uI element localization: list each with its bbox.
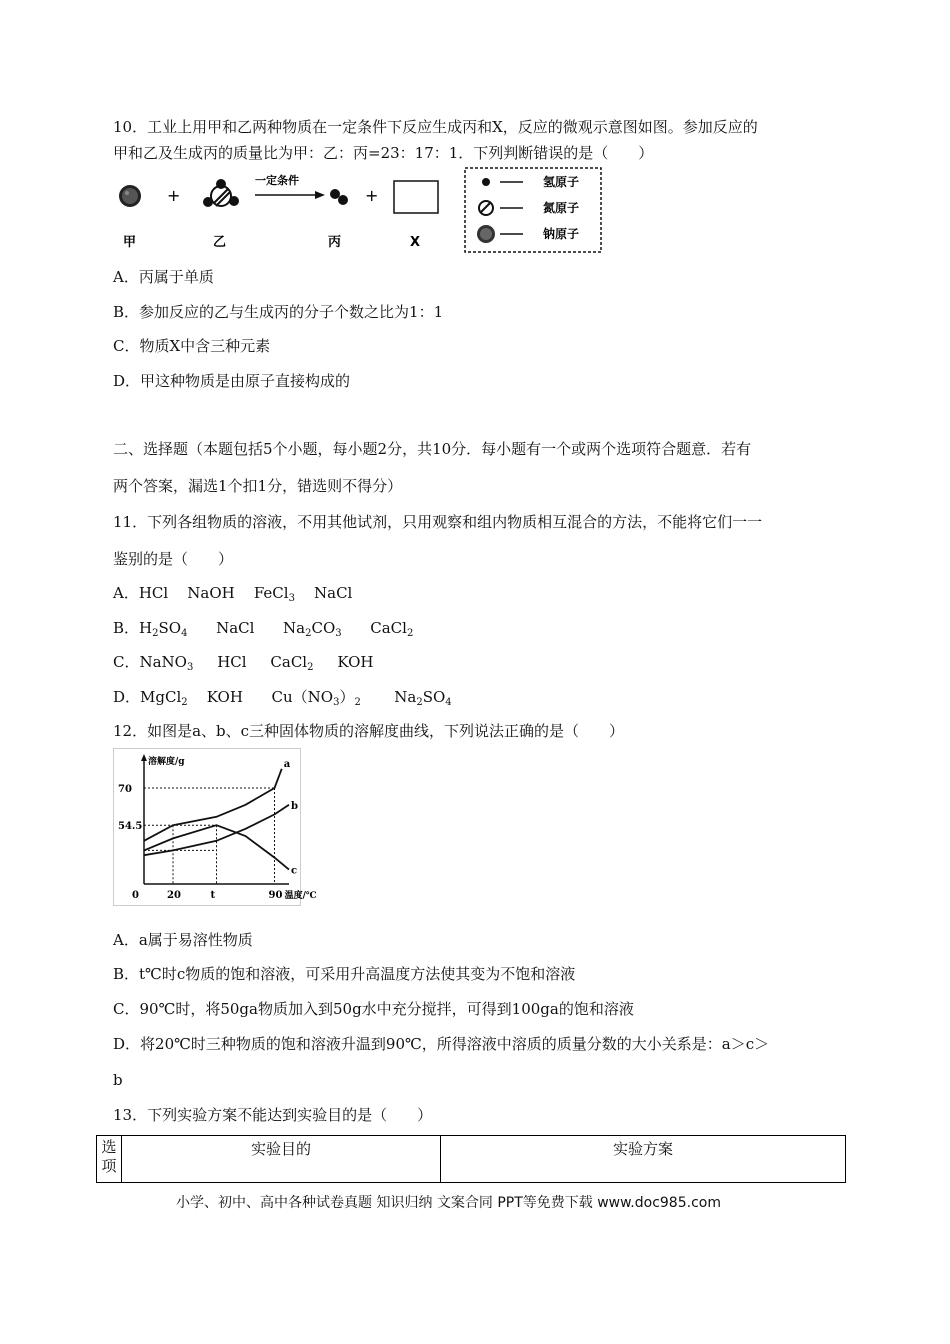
section2-line2: 两个答案，漏选1个扣1分，错选则不得分） [113,477,403,495]
q13-stem: 13．下列实验方案不能达到实验目的是（ ） [113,1106,433,1124]
q11-option-b: B．$H_2SO_4$ NaCl $Na_2CO_3$ CaCl$_2$ [113,619,414,639]
q12-stem: 12．如图是a、b、c三种固体物质的溶解度曲线，下列说法正确的是（ ） [113,722,625,740]
solubility-chart [113,748,317,906]
header-option: 选项 [97,1136,122,1183]
ammonia-molecule-icon [203,179,239,207]
header-purpose: 实验目的 [122,1136,441,1183]
x-tick-label: 0 [132,890,139,901]
y-axis-arrow-icon [141,754,147,761]
sodium-molecule-icon [119,185,141,207]
label-yi: 乙 [213,235,227,250]
label-bing: 丙 [328,235,342,250]
x-tick-label: 20 [167,890,181,901]
q10-stem-line1: 10．工业上用甲和乙两种物质在一定条件下反应生成丙和X，反应的微观示意图如图。参加反应的 [113,118,758,136]
x-tick-label: 90 [268,890,283,901]
q10-option-b: B．参加反应的乙与生成丙的分子个数之比为1：1 [113,303,444,321]
q12-option-a: A．a属于易溶性物质 [113,931,253,949]
series-line-a [144,769,282,841]
header-plan: 实验方案 [441,1136,846,1183]
y-tick-label: 70 [118,784,132,795]
q10-option-c: C．物质X中含三种元素 [113,337,271,355]
table-header-row [97,1136,846,1183]
q11-option-a: A．HCl NaOH FeCl$_3$ NaCl [113,584,353,604]
q13-table [96,1135,846,1183]
q11-stem-line1: 11．下列各组物质的溶液，不用其他试剂，只用观察和组内物质相互混合的方法，不能将它们一一 [113,513,763,531]
y-axis-label: 溶解度/g [148,757,185,767]
label-jia: 甲 [123,235,137,250]
x-tick-label: t [210,890,216,901]
q11-stem-line2: 鉴别的是（ ） [113,550,234,568]
q11-option-d: D．MgCl$_2$ KOH $Cu(NO_3)_2$ $Na_2SO_4$ [113,688,452,708]
page-footer: 小学、初中、高中各种试卷真题 知识归纳 文案合同 PPT等免费下载 www.doc985.com [176,1195,721,1211]
reaction-diagram [113,166,603,258]
x-axis-label: 温度/℃ [284,891,317,901]
legend-hydrogen: 氢原子 [543,175,580,189]
hydrogen-atom-icon [482,178,490,186]
q12-option-d-cont: b [113,1071,123,1089]
label-x: X [410,235,421,250]
series-label-a: a [283,758,291,770]
q10-option-d: D．甲这种物质是由原子直接构成的 [113,372,351,390]
hydrogen-molecule-icon [330,189,348,205]
q12-option-c: C．90℃时，将50ga物质加入到50g水中充分搅拌，可得到100ga的饱和溶液 [113,1000,634,1018]
plus-sign-1: + [167,186,181,205]
plus-sign-2: + [365,186,379,205]
q12-option-d: D．将20℃时三种物质的饱和溶液升温到90℃，所得溶液中溶质的质量分数的大小关系是：a＞c＞ [113,1035,770,1053]
reaction-condition: 一定条件 [255,174,299,187]
section2-line1: 二、选择题（本题包括5个小题，每小题2分，共10分．每小题有一个或两个选项符合题意．若有 [113,440,752,458]
y-tick-label: 54.5 [118,821,143,833]
legend-nitrogen: 氮原子 [543,201,580,215]
unknown-x-box [394,181,438,213]
series-label-b: b [291,800,298,812]
legend-sodium: 钠原子 [543,227,580,241]
q10-stem-line2: 甲和乙及生成丙的质量比为甲：乙：丙=23：17：1．下列判断错误的是（ ） [113,144,654,162]
q10-option-a: A．丙属于单质 [113,268,214,286]
q12-option-b: B．t℃时c物质的饱和溶液，可采用升高温度方法使其变为不饱和溶液 [113,965,576,983]
series-label-c: c [291,865,298,877]
q11-option-c: C．NaNO$_3$ HCl CaCl$_2$ KOH [113,653,374,673]
